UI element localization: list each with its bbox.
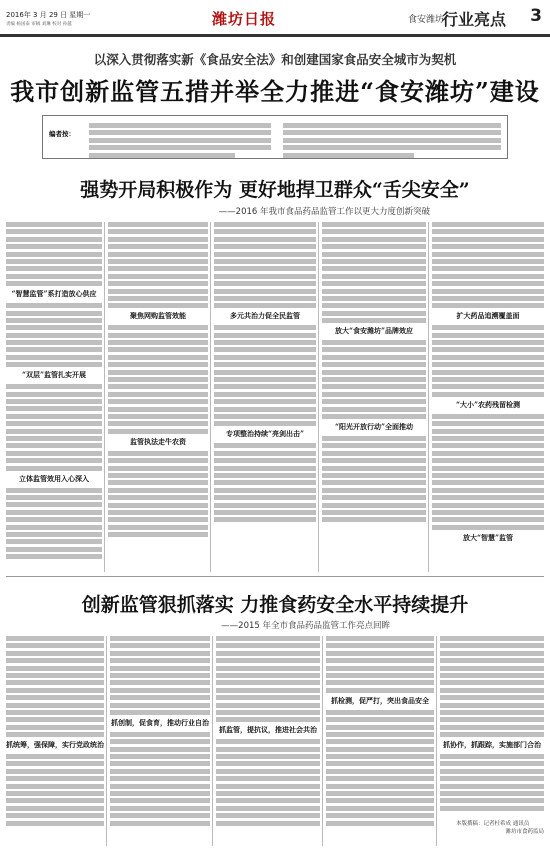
section-title: 行业亮点: [441, 10, 506, 29]
section2-column-1: [6, 636, 104, 846]
section1-column-4: [322, 222, 426, 572]
section1-subtitle: “大小”农药残留检测: [455, 399, 521, 409]
lead-headline: 我市创新监管五措并举全力推进“食安潍坊”建设: [10, 77, 540, 106]
editor-note-text-left: [89, 123, 271, 160]
section1-subtitle: 聚焦网购监管效能: [130, 311, 186, 321]
section2-column-3: [216, 636, 320, 846]
section-divider: [6, 576, 544, 577]
issue-date: 2016年 3 月 29 日 星期一: [6, 11, 91, 19]
section2-subtitle: 抓检测，促严打，突出食品安全: [331, 695, 429, 705]
section1-subtitle: 扩大药品追溯覆盖面: [456, 311, 520, 321]
section1-column-1: [6, 222, 102, 572]
editor-note-text-right: [283, 123, 501, 160]
section1-subtitle: “智慧监管”系打造放心供应: [11, 289, 97, 299]
byline-line-2: 潍坊市食药监局: [505, 829, 544, 835]
page-header: [0, 0, 550, 38]
section2-column-2: [110, 636, 210, 846]
editor-note-box: [42, 115, 508, 159]
section2-headline: 创新监管狠抓落实 力推食药安全水平持续提升: [81, 594, 469, 616]
page-number: 3: [530, 6, 542, 26]
section2-column-4: [326, 636, 434, 846]
section1-subtitle: 多元共治力促全民监管: [230, 311, 300, 321]
header-rule: [0, 34, 550, 37]
section1-column-2: [108, 222, 208, 572]
section2-subline: ——2015 年全市食品药品监管工作亮点回眸: [221, 621, 390, 631]
section1-subtitle: 放大“食安潍坊”品牌效应: [334, 326, 414, 336]
editor-credits: 责编 杨国泰 审稿 刘琳 校对 孙越: [6, 22, 72, 27]
section1-column-3: [214, 222, 316, 572]
section1-column-5: [432, 222, 544, 572]
section1-subtitle: 监管执法走牛农资: [130, 436, 186, 446]
section1-headline: 强势开局积极作为 更好地捍卫群众“舌尖安全”: [80, 179, 470, 201]
section1-subtitle: 放大“智慧”监管: [462, 532, 514, 542]
section1-subtitle: “阳光开放行动”全面推动: [334, 421, 414, 431]
section1-subtitle: 专项整治持续“亮剑出击”: [225, 429, 305, 439]
section1-subline: ——2016 年我市食品药品监管工作以更大力度创新突破: [218, 207, 430, 217]
section2-column-5: [440, 636, 544, 816]
byline: [456, 820, 544, 836]
section2-subtitle: 抓创制，促食育，推动行业自治: [111, 717, 209, 727]
section1-subtitle: “双层”监管扎实开展: [21, 370, 87, 380]
section2-subtitle: 抓监管，提抗议，推进社会共治: [219, 725, 317, 735]
section1-subtitle: 立体监管效用入心深入: [19, 473, 89, 483]
section-subtitle: 食安潍坊: [408, 15, 445, 25]
newspaper-logo: 潍坊日报: [212, 10, 277, 28]
section2-subtitle: 抓协作，抓跟踪，实施部门合治: [443, 740, 541, 750]
editor-note-label: 编者按：: [49, 130, 75, 138]
lead-kicker: 以深入贯彻落实新《食品安全法》和创建国家食品安全城市为契机: [93, 52, 457, 67]
byline-line-1: 本版撰稿：记者杜希成 通讯员: [456, 821, 530, 827]
section2-subtitle: 抓统筹，强保障，实行党政统治: [6, 740, 104, 750]
